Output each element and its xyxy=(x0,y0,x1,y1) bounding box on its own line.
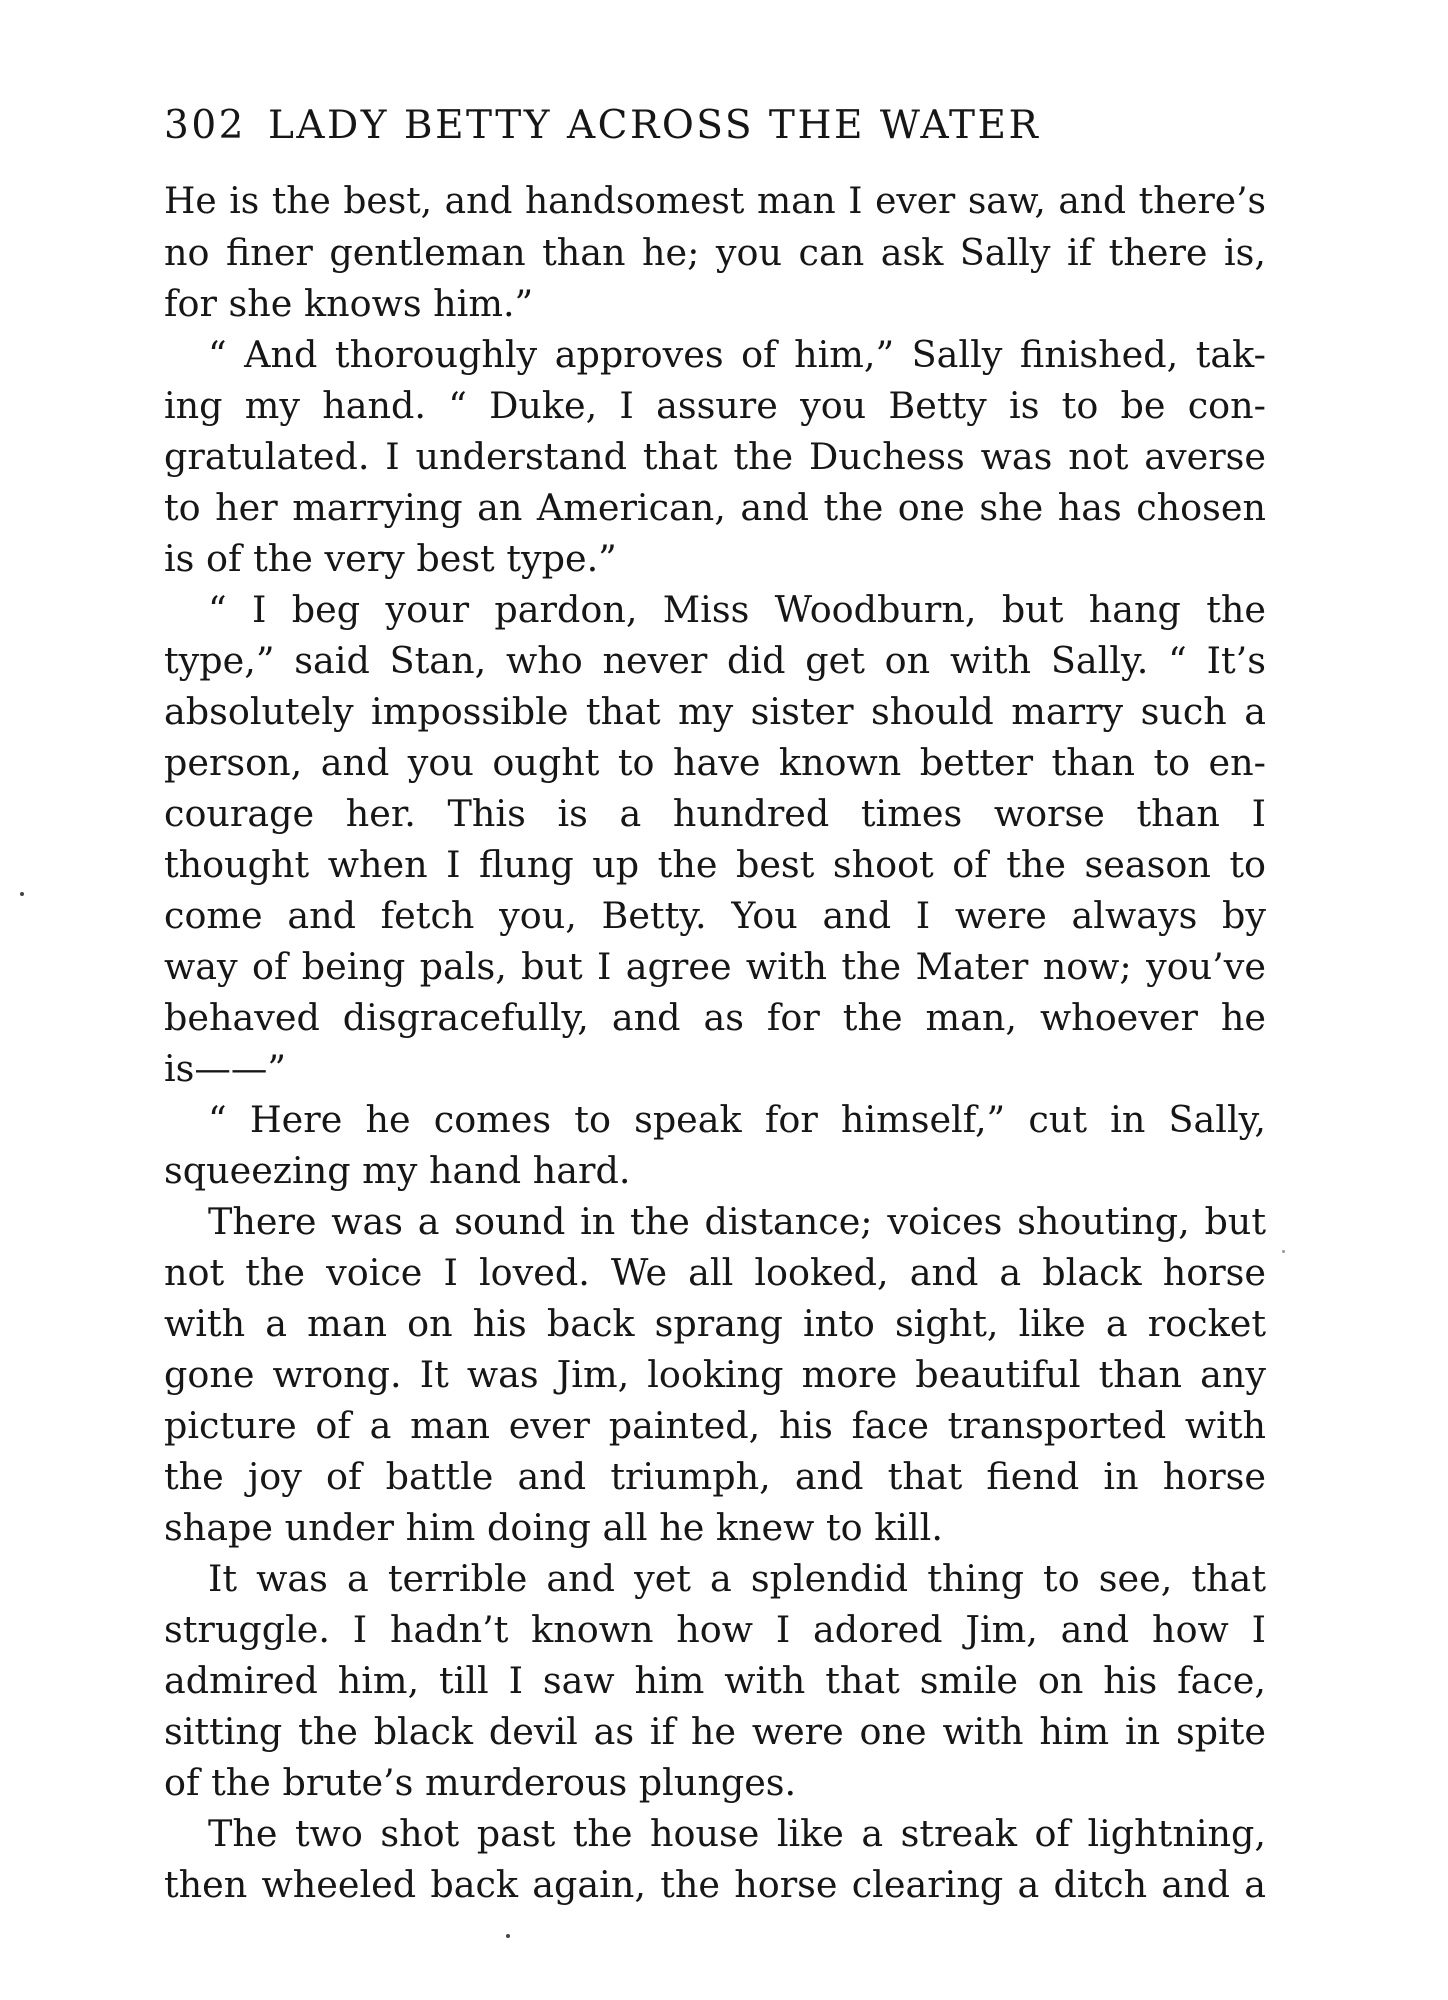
text-line: It was a terrible and yet a splendid thing to see, that xyxy=(208,1557,1266,1600)
text-line: of the brute’s murderous plunges. xyxy=(164,1761,797,1804)
running-title: LADY BETTY ACROSS THE WATER xyxy=(267,103,1041,148)
text-line: no finer gentleman than he; you can ask Sally if there is, xyxy=(164,231,1266,274)
scan-speck xyxy=(20,892,24,896)
text-line: He is the best, and handsomest man I ever saw, and there’s xyxy=(164,181,1266,222)
text-line: struggle. I hadn’t known how I adored Jim, and how I xyxy=(164,1608,1266,1651)
page-number: 302 xyxy=(164,103,246,148)
text-line: “ I beg your pardon, Miss Woodburn, but hang the xyxy=(208,588,1266,631)
text-line: “ Here he comes to speak for himself,” cut in Sally, xyxy=(208,1098,1266,1141)
text-line: person, and you ought to have known better than to en- xyxy=(164,741,1266,784)
text-line: gone wrong. It was Jim, looking more beautiful than any xyxy=(164,1353,1266,1396)
text-line: thought when I flung up the best shoot of the season to xyxy=(164,843,1266,886)
text-line: The two shot past the house like a streak of lightning, xyxy=(208,1812,1266,1855)
text-line: to her marrying an American, and the one she has chosen xyxy=(164,486,1266,529)
text-line: shape under him doing all he knew to kill. xyxy=(164,1506,943,1549)
text-line: then wheeled back again, the horse clearing a ditch and a xyxy=(164,1863,1266,1906)
text-line: “ And thoroughly approves of him,” Sally finished, tak- xyxy=(208,333,1266,376)
text-line: picture of a man ever painted, his face transported with xyxy=(164,1404,1266,1447)
text-line: not the voice I loved. We all looked, and a black horse xyxy=(164,1251,1266,1294)
text-line: come and fetch you, Betty. You and I were always by xyxy=(164,894,1266,937)
text-line: sitting the black devil as if he were one with him in spite xyxy=(164,1710,1266,1753)
text-line: ing my hand. “ Duke, I assure you Betty is to be con- xyxy=(164,384,1266,427)
scan-speck xyxy=(1282,1250,1285,1253)
text-line: courage her. This is a hundred times worse than I xyxy=(164,792,1266,835)
scan-speck xyxy=(506,1934,510,1938)
text-line: There was a sound in the distance; voices shouting, but xyxy=(208,1200,1266,1243)
text-line: is——” xyxy=(164,1047,287,1090)
text-line: admired him, till I saw him with that smile on his face, xyxy=(164,1659,1266,1702)
text-line: the joy of battle and triumph, and that fiend in horse xyxy=(164,1455,1266,1498)
text-line: for she knows him.” xyxy=(164,282,534,325)
text-line: type,” said Stan, who never did get on with Sally. “ It’s xyxy=(164,639,1266,682)
text-line: is of the very best type.” xyxy=(164,537,617,580)
text-line: with a man on his back sprang into sight, like a rocket xyxy=(164,1302,1266,1345)
body-text xyxy=(164,176,1266,1906)
text-line: absolutely impossible that my sister should marry such a xyxy=(164,690,1266,733)
text-line: gratulated. I understand that the Duchess was not averse xyxy=(164,435,1266,478)
text-line: behaved disgracefully, and as for the man, whoever he xyxy=(164,996,1266,1039)
text-line: squeezing my hand hard. xyxy=(164,1149,631,1192)
text-line: way of being pals, but I agree with the Mater now; you’ve xyxy=(164,945,1266,988)
running-head xyxy=(164,98,1266,154)
